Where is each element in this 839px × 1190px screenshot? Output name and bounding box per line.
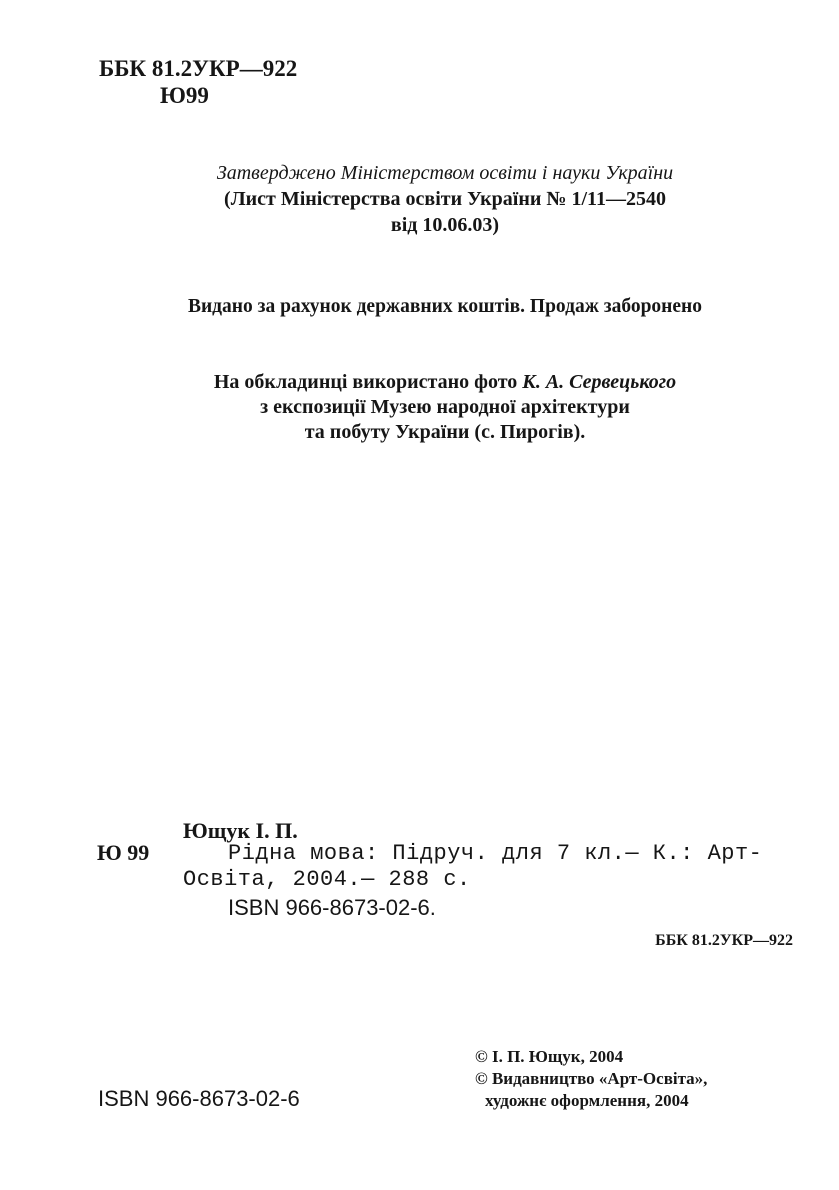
catalog-author: Ющук І. П. xyxy=(183,818,298,843)
copyright-author: © І. П. Ющук, 2004 xyxy=(475,1047,624,1066)
cover-note-line-2: з експозиції Музею народної архітектури xyxy=(260,396,630,418)
copyright-design: художнє оформлення, 2004 xyxy=(485,1091,689,1110)
approval-block xyxy=(100,160,790,238)
catalog-isbn: ISBN 966-8673-02-6. xyxy=(228,895,436,920)
copyright-block xyxy=(475,1046,707,1112)
cover-note-line-1 xyxy=(100,370,790,395)
catalog-description-line-1: Рідна мова: Підруч. для 7 кл.— К.: Арт- xyxy=(228,841,763,866)
copyright-publisher: © Видавництво «Арт-Освіта», xyxy=(475,1069,708,1088)
photographer-name: К. А. Сервецького xyxy=(522,371,677,393)
index-code: Ю99 xyxy=(160,83,209,108)
cover-note-line-3: та побуту України (с. Пирогів). xyxy=(304,421,586,443)
catalog-description-line-2: Освіта, 2004.— 288 с. xyxy=(183,867,471,892)
funding-note: Видано за рахунок державних коштів. Продаж заборонено xyxy=(187,296,703,317)
footer-isbn: ISBN 966-8673-02-6 xyxy=(98,1086,300,1111)
approval-date-line: від 10.06.03) xyxy=(390,214,500,236)
catalog-bbk: ББК 81.2УКР—922 xyxy=(655,932,793,949)
bbk-code: ББК 81.2УКР—922 xyxy=(99,56,298,81)
bbk-header xyxy=(99,55,297,109)
cover-note-prefix: На обкладинці використано фото xyxy=(213,371,523,393)
catalog-code: Ю 99 xyxy=(97,840,150,865)
approval-letter-line: (Лист Міністерства освіти України № 1/11—2540 xyxy=(224,188,666,210)
approval-line: Затверджено Міністерством освіти і науки України xyxy=(216,162,674,184)
cover-photo-note xyxy=(100,370,790,445)
